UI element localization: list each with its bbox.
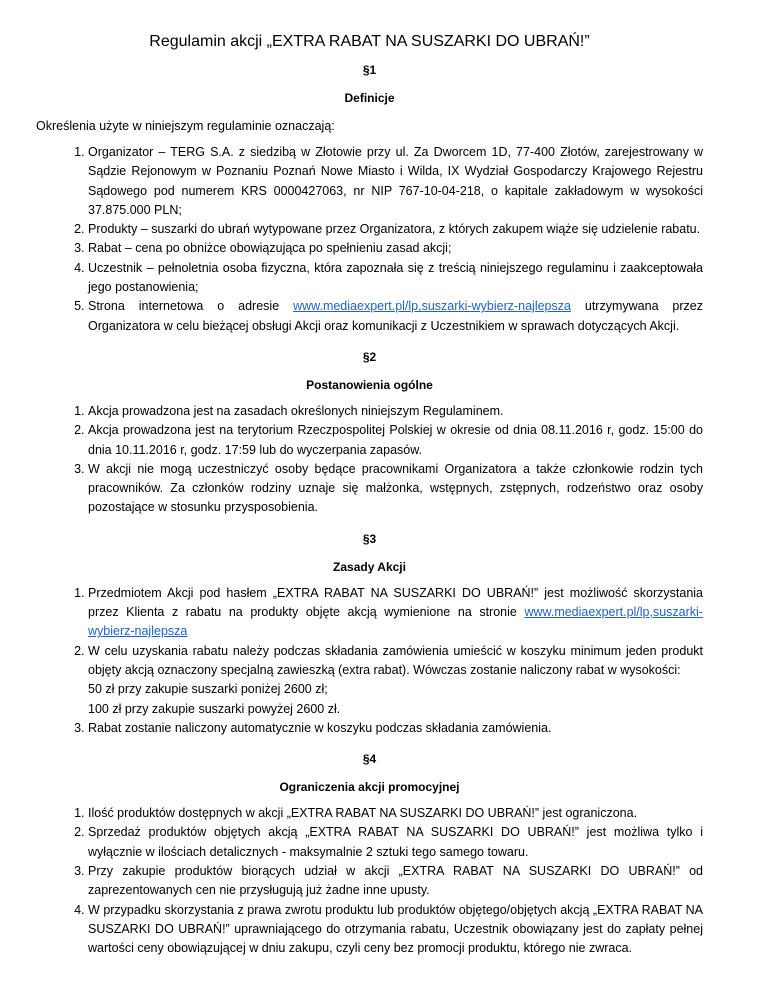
list-item bbox=[88, 584, 703, 642]
item-text: W celu uzyskania rabatu należy podczas składania zamówienia umieścić w koszyku minimum jeden produkt objęty akcją oznaczony specjalną zawieszką (extra rabat). Wówczas zostanie naliczony rabat w wysokości: bbox=[88, 643, 703, 677]
document-title: Regulamin akcji „EXTRA RABAT NA SUSZARKI DO UBRAŃ!” bbox=[149, 33, 590, 50]
list-item: 2. Akcja prowadzona jest na terytorium Rzeczpospolitej Polskiej w okresie od dnia 08.11.2016 r, godz. 15:00 do dnia 10.11.2016 r, godz. 17:59 lub do wyczerpania zapasów. bbox=[88, 421, 703, 460]
item-text: utrzymywana przez Organizatora w celu bieżącej obsługi Akcji oraz komunikacji z Uczestnikiem w sprawach dotyczących Akcji. bbox=[88, 299, 703, 333]
rules-list bbox=[36, 584, 703, 738]
list-item: 4. Uczestnik – pełnoletnia osoba fizyczna, która zapoznała się z treścią niniejszego regulaminu i zaakceptowała jego postanowienia; bbox=[88, 259, 703, 298]
list-item bbox=[88, 642, 703, 719]
restrictions-list bbox=[36, 804, 703, 958]
website-link[interactable]: www.mediaexpert.pl/lp,suszarki-wybierz-najlepsza bbox=[293, 299, 571, 314]
section-number: §1 bbox=[362, 63, 377, 77]
list-item: 3. W akcji nie mogą uczestniczyć osoby będące pracownikami Organizatora a także członkowie rodzin tych pracowników. Za członków rodziny uznaje się małżonka, wstępnych, zstępnych, rodzeństwo oraz osoby pozostające w stosunku przysposobienia. bbox=[88, 460, 703, 518]
list-item: 4. W przypadku skorzystania z prawa zwrotu produktu lub produktów objętego/objętych akcją „EXTRA RABAT NA SUSZARKI DO UBRAŃ!” uprawniającego do otrzymania rabatu, Uczestnik obowiązany jest do zapłaty pełnej wartości ceny obowiązującej w dniu zakupu, czyli ceny bez promocji produktu, którego nie zwraca. bbox=[88, 901, 703, 959]
section-heading: Zasady Akcji bbox=[333, 559, 406, 574]
list-item: 1. Akcja prowadzona jest na zasadach określonych niniejszym Regulaminem. bbox=[88, 402, 703, 421]
section-number: §2 bbox=[362, 349, 377, 364]
list-item: 1. Ilość produktów dostępnych w akcji „EXTRA RABAT NA SUSZARKI DO UBRAŃ!” jest ograniczona. bbox=[88, 804, 703, 823]
section-heading: Definicje bbox=[344, 91, 395, 105]
list-item: 3. Przy zakupie produktów biorących udział w akcji „EXTRA RABAT NA SUSZARKI DO UBRAŃ!” od zaprezentowanych cen nie przysługują już żadne inne upusty. bbox=[88, 862, 703, 901]
item-text: Strona internetowa o adresie bbox=[88, 299, 294, 314]
list-item: 2. Sprzedaż produktów objętych akcją „EXTRA RABAT NA SUSZARKI DO UBRAŃ!” jest możliwa tylko i wyłącznie w ilościach detalicznych - maksymalnie 2 sztuki tego samego towaru. bbox=[88, 823, 703, 862]
list-item: 2. Produkty – suszarki do ubrań wytypowane przez Organizatora, z których zakupem wiąże się udzielenie rabatu. bbox=[88, 220, 703, 239]
list-item: 3. Rabat – cena po obniżce obowiązująca po spełnieniu zasad akcji; bbox=[88, 239, 703, 258]
section-heading: Ograniczenia akcji promocyjnej bbox=[279, 780, 460, 795]
discount-line: 50 zł przy zakupie suszarki poniżej 2600 zł; bbox=[88, 682, 328, 697]
list-item: 1. Organizator – TERG S.A. z siedzibą w Złotowie przy ul. Za Dworcem 1D, 77-400 Złotów, zarejestrowany w Sądzie Rejonowym w Poznaniu Poznań Nowe Miasto i Wilda, IX Wydział Gospodarczy Krajowego Rejestru Sądowego pod numerem KRS 0000427063, nr NIP 767-10-04-218, o kapitale zakładowym w wysokości 37.875.000 PLN; bbox=[88, 143, 703, 220]
section-intro: Określenia użyte w niniejszym regulaminie oznaczają: bbox=[36, 119, 335, 133]
list-item: 3. Rabat zostanie naliczony automatycznie w koszyku podczas składania zamówienia. bbox=[88, 719, 703, 738]
definitions-list bbox=[36, 143, 703, 336]
section-number: §3 bbox=[362, 531, 377, 546]
section-number: §4 bbox=[362, 752, 377, 767]
website-link[interactable]: www.mediaexpert.pl/lp,suszarki-wybierz-najlepsza bbox=[88, 605, 703, 639]
general-provisions-list bbox=[36, 402, 703, 518]
section-heading: Postanowienia ogólne bbox=[306, 377, 433, 392]
item-text: Przedmiotem Akcji pod hasłem „EXTRA RABAT NA SUSZARKI DO UBRAŃ!” jest możliwość skorzystania przez Klienta z rabatu na produkty objęte akcją wymienione na stronie bbox=[88, 585, 703, 620]
discount-line: 100 zł przy zakupie suszarki powyżej 2600 zł. bbox=[88, 701, 341, 716]
list-item bbox=[88, 297, 703, 336]
